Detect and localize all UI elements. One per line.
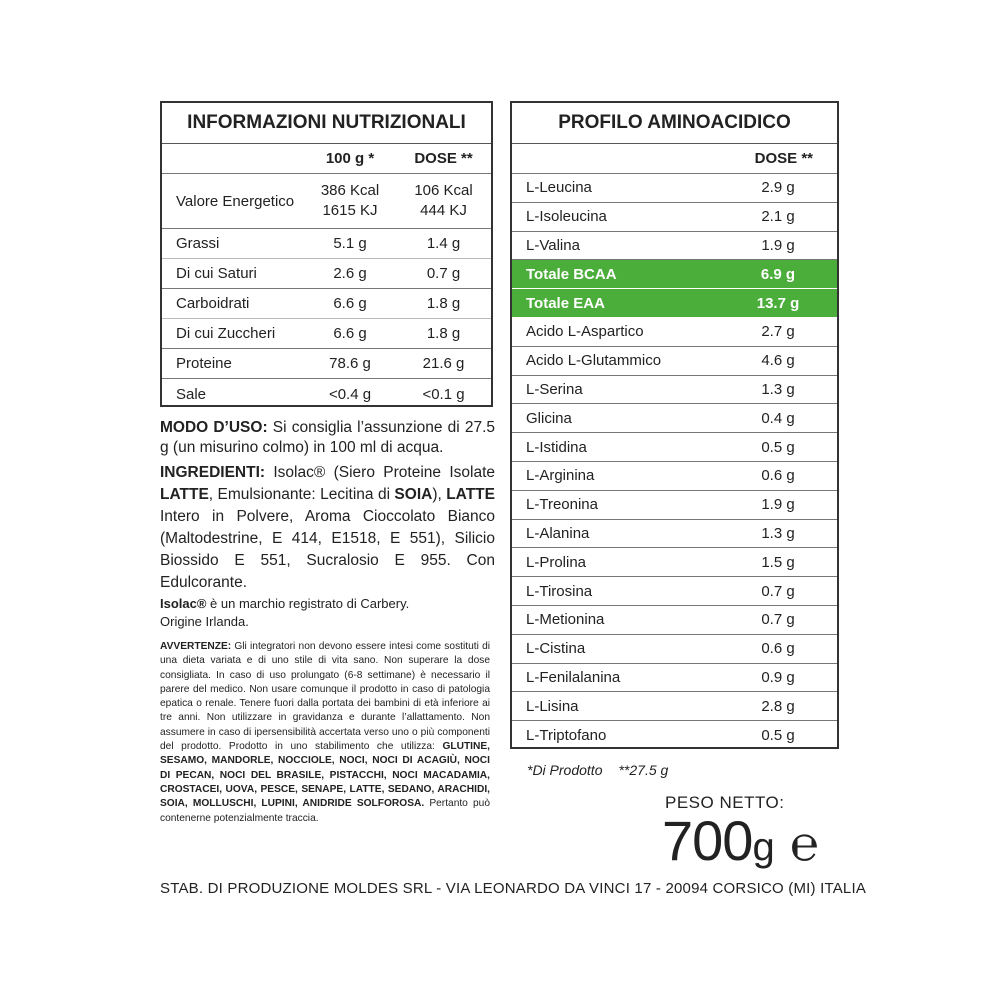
row-value-dose: 2.8 g: [761, 697, 795, 715]
row-label: L-Prolina: [526, 553, 587, 571]
origin-text: Origine Irlanda.: [160, 614, 249, 629]
table-row: [512, 606, 837, 635]
row-label: L-Valina: [526, 236, 580, 254]
table-row: [512, 203, 837, 232]
row-label: L-Metionina: [526, 611, 605, 629]
row-value-dose: 21.6 g: [422, 355, 465, 372]
table-row: [162, 319, 491, 349]
table-row: [162, 349, 491, 379]
ingredients-text: Intero in Polvere, Aroma Cioccolato Bianco (Maltodestrine, E 414, E1518, E 551), Silicio Biossido E 551, Sucralosio E 955. Con Edulcorante.: [160, 508, 495, 591]
row-value-100g: 6.6 g: [333, 295, 367, 312]
nutrition-header-row: [162, 144, 491, 174]
row-label: Acido L-Aspartico: [526, 323, 644, 341]
energy-label: Valore Energetico: [176, 192, 295, 210]
row-value-dose: 1.3 g: [761, 380, 795, 398]
amino-profile-table: [510, 101, 839, 749]
table-row: [512, 491, 837, 520]
row-value-dose: 2.1 g: [761, 208, 795, 226]
row-value-dose: 0.7 g: [426, 265, 461, 282]
table-row: [512, 520, 837, 549]
row-value-dose: 0.4 g: [761, 409, 795, 427]
row-label: L-Lisina: [526, 697, 579, 715]
table-row: [162, 289, 491, 319]
energy-kj-dose: 444 KJ: [420, 202, 467, 219]
nutrition-table: [160, 101, 493, 407]
trademark-text: è un marchio registrato di Carbery.: [206, 596, 410, 611]
footnote-product: *Di Prodotto: [527, 762, 603, 778]
row-value-100g: 5.1 g: [333, 235, 367, 252]
row-value-dose: 6.9 g: [760, 265, 796, 283]
row-value-dose: 1.8 g: [426, 325, 461, 342]
table-row: [512, 433, 837, 462]
usage-text: Si consiglia l’assunzione di 27.5 g (un misurino colmo) in 100 ml di acqua.: [160, 419, 495, 456]
row-value-100g: <0.4 g: [328, 385, 372, 403]
amino-rows: [512, 174, 837, 750]
ingredients-text: , Emulsionante: Lecitina di: [208, 486, 395, 503]
row-label: Acido L-Glutammico: [526, 352, 662, 370]
table-row: [512, 577, 837, 606]
estimated-sign-icon: ℮: [790, 816, 819, 872]
row-label: Proteine: [176, 355, 232, 372]
nutrition-title: INFORMAZIONI NUTRIZIONALI: [162, 103, 491, 144]
net-weight-unit: g: [752, 825, 774, 869]
row-value-dose: 4.6 g: [761, 352, 795, 370]
table-row: [512, 664, 837, 693]
row-label: Di cui Saturi: [176, 265, 257, 282]
table-row: [512, 404, 837, 433]
row-label: L-Cistina: [526, 640, 586, 658]
row-label: L-Fenilalanina: [526, 668, 621, 686]
row-value-dose: 1.9 g: [761, 236, 795, 254]
col-dose-header: DOSE **: [414, 150, 473, 167]
table-row: [512, 318, 837, 347]
row-value-100g: 6.6 g: [333, 325, 367, 342]
row-label: Carboidrati: [176, 295, 250, 312]
ingredients: [160, 462, 495, 594]
col-dose-header: DOSE **: [754, 150, 813, 167]
net-weight-value: [662, 808, 774, 873]
allergen-latte: LATTE: [446, 486, 495, 503]
row-label: Di cui Zuccheri: [176, 325, 276, 342]
ingredients-text: ),: [432, 486, 447, 503]
row-label: L-Treonina: [526, 496, 598, 514]
row-label: Totale EAA: [526, 294, 605, 312]
allergen-soia: SOIA: [394, 486, 433, 503]
row-label: L-Leucina: [526, 179, 592, 197]
energy-kcal-100g: 386 Kcal: [320, 182, 380, 199]
production-address: STAB. DI PRODUZIONE MOLDES SRL - VIA LEONARDO DA VINCI 17 - 20094 CORSICO (MI) ITALIA: [160, 880, 867, 897]
row-label: Sale: [176, 385, 207, 403]
row-value-dose: 13.7 g: [756, 294, 800, 312]
energy-kcal-dose: 106 Kcal: [414, 182, 473, 199]
row-label: Grassi: [176, 235, 220, 252]
footnote-dose: **27.5 g: [618, 762, 669, 778]
table-row: [512, 462, 837, 491]
table-row: [512, 635, 837, 664]
row-label: L-Arginina: [526, 467, 595, 485]
table-row: [512, 548, 837, 577]
warnings-tail: Pertanto può contenerne potenzialmente traccia.: [160, 798, 491, 824]
trademark-note: [160, 595, 495, 631]
table-row: [512, 174, 837, 203]
warnings-text: Gli integratori non devono essere intesi come sostituti di una dieta variata e di uno stile di vita sano. Non superare la dose consigliata. In caso di uso prolungato (6-8 settimane) è necessario il parere del medico. Non usare comunque il prodotto in caso di patologia epatica o renale. Tenere fuori dalla portata dei bambini di età inferiore ai tre anni. Non utilizzare in gravidanza e durante l’allattamento. Non assumere in caso di ipersensibilità accertata verso uno o più componenti del prodotto. Prodotto in uno stabilimento che utilizza:: [160, 641, 490, 753]
row-value-dose: 1.3 g: [761, 524, 795, 542]
brand-name: Isolac®: [160, 596, 207, 611]
row-value-dose: <0.1 g: [422, 385, 465, 403]
row-value-dose: 0.9 g: [761, 668, 795, 686]
warnings-label: AVVERTENZE:: [160, 641, 232, 652]
row-label: L-Triptofano: [526, 727, 607, 745]
table-row: [512, 347, 837, 376]
row-value-dose: 0.7 g: [761, 582, 795, 600]
col-100g-header: 100 g *: [325, 150, 375, 167]
energy-100g: [304, 181, 396, 221]
table-row: [512, 232, 837, 261]
warnings: [160, 640, 490, 826]
row-value-dose: 1.8 g: [426, 295, 461, 312]
table-row: [512, 376, 837, 405]
amino-header-row: [512, 144, 837, 174]
row-value-dose: 1.5 g: [761, 553, 795, 571]
dose-footnote: [527, 762, 684, 778]
net-weight-number: 700: [662, 809, 753, 872]
energy-kj-100g: 1615 KJ: [322, 202, 378, 219]
row-value-100g: 2.6 g: [333, 265, 367, 282]
row-label: L-Tirosina: [526, 582, 593, 600]
row-value-dose: 0.6 g: [761, 640, 795, 658]
row-label: Glicina: [526, 409, 572, 427]
table-row: [162, 259, 491, 289]
row-value-dose: 2.9 g: [761, 179, 795, 197]
amino-title: PROFILO AMINOACIDICO: [512, 103, 837, 144]
row-value-dose: 0.5 g: [761, 727, 795, 745]
usage-label: MODO D’USO:: [160, 419, 268, 436]
row-value-dose: 1.4 g: [426, 235, 461, 252]
allergen-latte: LATTE: [160, 486, 209, 503]
net-weight-label: PESO NETTO:: [665, 793, 785, 812]
energy-row: [162, 174, 491, 229]
row-value-dose: 2.7 g: [761, 323, 795, 341]
table-row: [162, 379, 491, 409]
row-label: Totale BCAA: [526, 265, 617, 283]
ingredients-text: Isolac® (Siero Proteine Isolate: [265, 464, 495, 481]
row-label: L-Isoleucina: [526, 208, 607, 226]
allergens-list: GLUTINE, SESAMO, MANDORLE, NOCCIOLE, NOCI, NOCI DI ACAGIÙ, NOCI DI PECAN, NOCI DEL BRASILE, PISTACCHI, NOCI MACADAMIA, CROSTACEI, UOVA, PESCE, SENAPE, LATTE, SEDANO, ARACHIDI, SOIA, MOLLUSCHI, LUPINI, ANIDRIDE SOLFOROSA.: [160, 741, 490, 810]
row-value-100g: 78.6 g: [329, 355, 371, 372]
row-label: L-Serina: [526, 380, 583, 398]
row-value-dose: 0.5 g: [761, 438, 795, 456]
energy-dose: [396, 181, 491, 221]
table-row: [512, 721, 837, 750]
table-row: [512, 692, 837, 721]
row-value-dose: 0.6 g: [761, 467, 795, 485]
total-row: [512, 289, 837, 318]
ingredients-label: INGREDIENTI:: [160, 464, 266, 481]
row-label: L-Alanina: [526, 524, 590, 542]
row-value-dose: 0.7 g: [761, 611, 795, 629]
table-row: [162, 229, 491, 259]
total-row: [512, 260, 837, 289]
usage-instructions: [160, 418, 495, 458]
row-label: L-Istidina: [526, 438, 587, 456]
row-value-dose: 1.9 g: [761, 496, 795, 514]
